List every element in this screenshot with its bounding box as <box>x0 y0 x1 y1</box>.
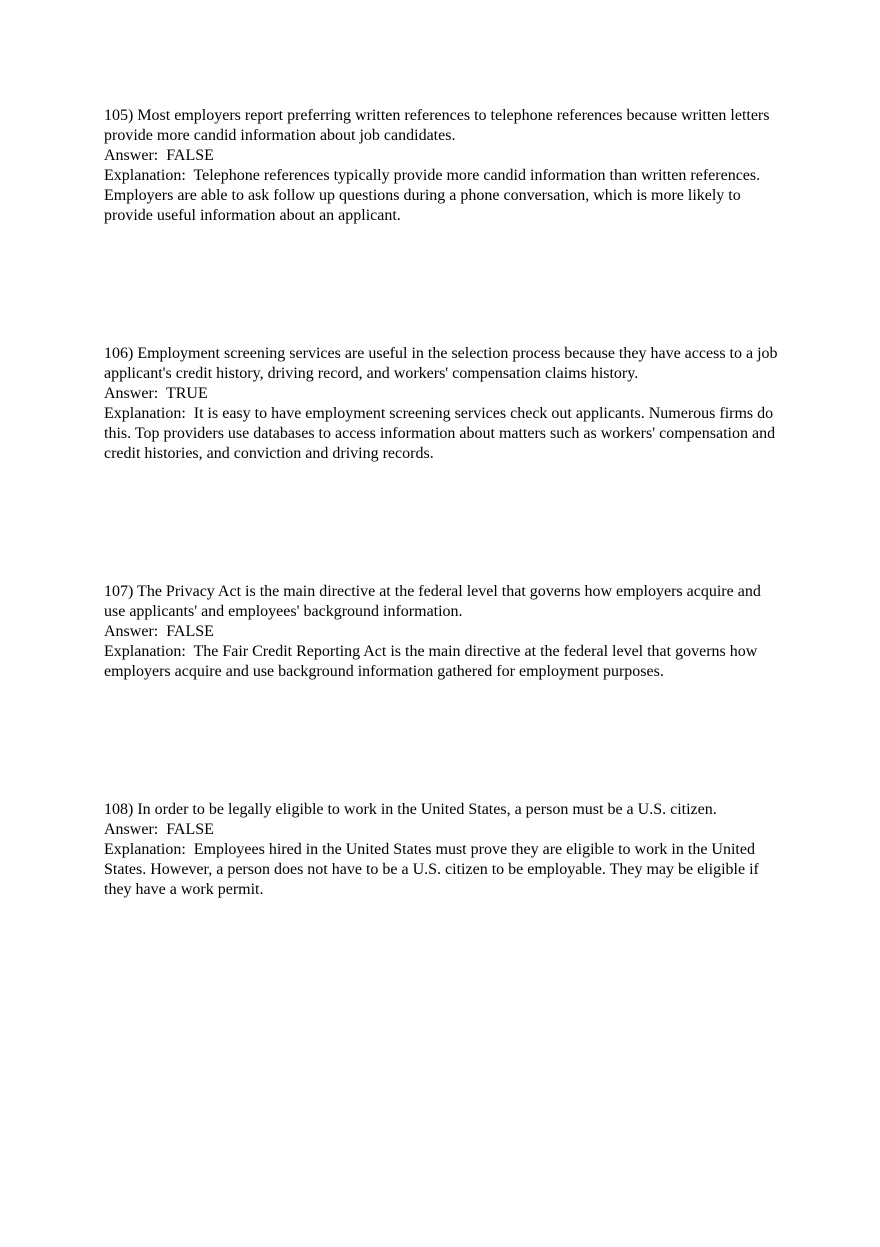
question-107 <box>104 582 784 682</box>
explanation-label: Explanation: <box>104 167 186 184</box>
question-stem: Most employers report preferring written references to telephone references because written letters provide more candid information about job candidates. <box>104 107 770 144</box>
question-108 <box>104 800 784 900</box>
answer-value: FALSE <box>166 147 214 164</box>
answer-label: Answer: <box>104 821 159 838</box>
answer-value: FALSE <box>166 821 214 838</box>
question-105 <box>104 106 784 226</box>
question-text <box>104 344 784 384</box>
answer-line <box>104 384 784 404</box>
explanation-text: Telephone references typically provide more candid information than written references. Employers are able to ask follow up questions during a phone conversation, which is more likely to provide useful information about an applicant. <box>104 167 761 224</box>
question-number: 106) <box>104 345 134 362</box>
explanation-text: Employees hired in the United States must prove they are eligible to work in the United States. However, a person does not have to be a U.S. citizen to be employable. They may be eligible if they have a work permit. <box>104 841 759 898</box>
explanation-label: Explanation: <box>104 841 186 858</box>
question-text <box>104 582 784 622</box>
explanation-label: Explanation: <box>104 405 186 422</box>
answer-line <box>104 622 784 642</box>
answer-label: Answer: <box>104 147 159 164</box>
explanation-text: It is easy to have employment screening services check out applicants. Numerous firms do this. Top providers use databases to access information about matters such as workers' compensation and credit histories, and conviction and driving records. <box>104 405 776 462</box>
answer-label: Answer: <box>104 623 159 640</box>
explanation-line <box>104 840 784 900</box>
answer-line <box>104 820 784 840</box>
answer-value: TRUE <box>165 385 208 402</box>
question-stem: Employment screening services are useful in the selection process because they have access to a job applicant's credit history, driving record, and workers' compensation claims history. <box>104 345 778 382</box>
explanation-label: Explanation: <box>104 643 186 660</box>
question-stem: The Privacy Act is the main directive at the federal level that governs how employers acquire and use applicants' and employees' background information. <box>104 583 761 620</box>
question-stem: In order to be legally eligible to work in the United States, a person must be a U.S. citizen. <box>137 801 717 818</box>
explanation-line <box>104 404 784 464</box>
answer-value: FALSE <box>166 623 214 640</box>
explanation-text: The Fair Credit Reporting Act is the main directive at the federal level that governs how employers acquire and use background information gathered for employment purposes. <box>104 643 758 680</box>
question-text <box>104 800 784 820</box>
question-106 <box>104 344 784 464</box>
explanation-line <box>104 166 784 226</box>
question-number: 107) <box>104 583 134 600</box>
question-number: 105) <box>104 107 134 124</box>
question-text <box>104 106 784 146</box>
answer-line <box>104 146 784 166</box>
answer-label: Answer: <box>104 385 159 402</box>
explanation-line <box>104 642 784 682</box>
question-number: 108) <box>104 801 134 818</box>
